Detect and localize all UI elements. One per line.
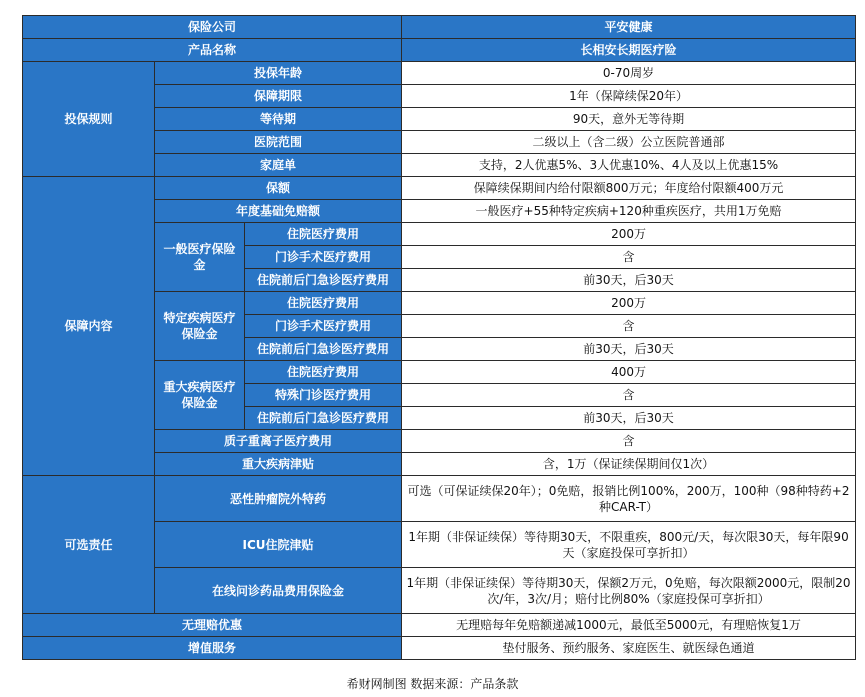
benefit-label: 住院前后门急诊医疗费用 (245, 407, 402, 430)
product-label: 产品名称 (23, 39, 402, 62)
table-row (23, 614, 856, 637)
benefit-value: 200万 (402, 223, 856, 246)
optional-group-label: 可选责任 (23, 476, 155, 614)
specific-disease-label: 特定疾病医疗保险金 (155, 292, 245, 361)
rule-label: 家庭单 (155, 154, 402, 177)
sum-insured-label: 保额 (155, 177, 402, 200)
general-medical-label: 一般医疗保险金 (155, 223, 245, 292)
rule-label: 保障期限 (155, 85, 402, 108)
critical-illness-label: 重大疾病医疗保险金 (155, 361, 245, 430)
rule-value: 二级以上（含二级）公立医院普通部 (402, 131, 856, 154)
benefit-value: 200万 (402, 292, 856, 315)
optional-label: ICU住院津贴 (155, 522, 402, 568)
insurance-product-table (22, 15, 856, 660)
allowance-value: 含，1万（保证续保期间仅1次） (402, 453, 856, 476)
benefit-label: 门诊手术医疗费用 (245, 246, 402, 269)
optional-value: 1年期（非保证续保）等待期30天，保额2万元，0免赔，每次限额2000元，限制20次/年，3次/月；赔付比例80%（家庭投保可享折扣） (402, 568, 856, 614)
proton-value: 含 (402, 430, 856, 453)
coverage-group-label: 保障内容 (23, 177, 155, 476)
optional-value: 可选（可保证续保20年）；0免赔，报销比例100%，200万，100种（98种特药+2种CAR-T） (402, 476, 856, 522)
benefit-value: 含 (402, 315, 856, 338)
optional-label: 在线问诊药品费用保险金 (155, 568, 402, 614)
source-caption: 希财网制图 数据来源：产品条款 (346, 677, 519, 691)
rule-value: 0-70周岁 (402, 62, 856, 85)
table-row (23, 476, 856, 522)
value-added-label: 增值服务 (23, 637, 402, 660)
benefit-label: 住院医疗费用 (245, 223, 402, 246)
table-row (23, 39, 856, 62)
proton-label: 质子重离子医疗费用 (155, 430, 402, 453)
rule-value: 1年（保障续保20年） (402, 85, 856, 108)
table-row (23, 177, 856, 200)
rule-value: 支持，2人优惠5%、3人优惠10%、4人及以上优惠15% (402, 154, 856, 177)
no-claim-label: 无理赔优惠 (23, 614, 402, 637)
rule-value: 90天，意外无等待期 (402, 108, 856, 131)
benefit-label: 住院前后门急诊医疗费用 (245, 338, 402, 361)
benefit-value: 含 (402, 246, 856, 269)
rule-label: 等待期 (155, 108, 402, 131)
benefit-label: 住院医疗费用 (245, 361, 402, 384)
value-added-value: 垫付服务、预约服务、家庭医生、就医绿色通道 (402, 637, 856, 660)
table-row (23, 637, 856, 660)
deductible-value: 一般医疗+55种特定疾病+120种重疾医疗，共用1万免赔 (402, 200, 856, 223)
benefit-label: 住院前后门急诊医疗费用 (245, 269, 402, 292)
benefit-value: 含 (402, 384, 856, 407)
no-claim-value: 无理赔每年免赔额递减1000元，最低至5000元，有理赔恢复1万 (402, 614, 856, 637)
company-value: 平安健康 (402, 16, 856, 39)
benefit-value: 前30天，后30天 (402, 338, 856, 361)
rule-label: 投保年龄 (155, 62, 402, 85)
deductible-label: 年度基础免赔额 (155, 200, 402, 223)
benefit-label: 特殊门诊医疗费用 (245, 384, 402, 407)
table-row (23, 16, 856, 39)
benefit-label: 门诊手术医疗费用 (245, 315, 402, 338)
benefit-value: 前30天，后30天 (402, 269, 856, 292)
company-label: 保险公司 (23, 16, 402, 39)
allowance-label: 重大疾病津贴 (155, 453, 402, 476)
benefit-value: 400万 (402, 361, 856, 384)
product-value: 长相安长期医疗险 (402, 39, 856, 62)
optional-value: 1年期（非保证续保）等待期30天，不限重疾，800元/天，每次限30天，每年限90天（家庭投保可享折扣） (402, 522, 856, 568)
optional-label: 恶性肿瘤院外特药 (155, 476, 402, 522)
rules-group-label: 投保规则 (23, 62, 155, 177)
rule-label: 医院范围 (155, 131, 402, 154)
table-row (23, 62, 856, 85)
sum-insured-value: 保障续保期间内给付限额800万元；年度给付限额400万元 (402, 177, 856, 200)
benefit-value: 前30天，后30天 (402, 407, 856, 430)
benefit-label: 住院医疗费用 (245, 292, 402, 315)
